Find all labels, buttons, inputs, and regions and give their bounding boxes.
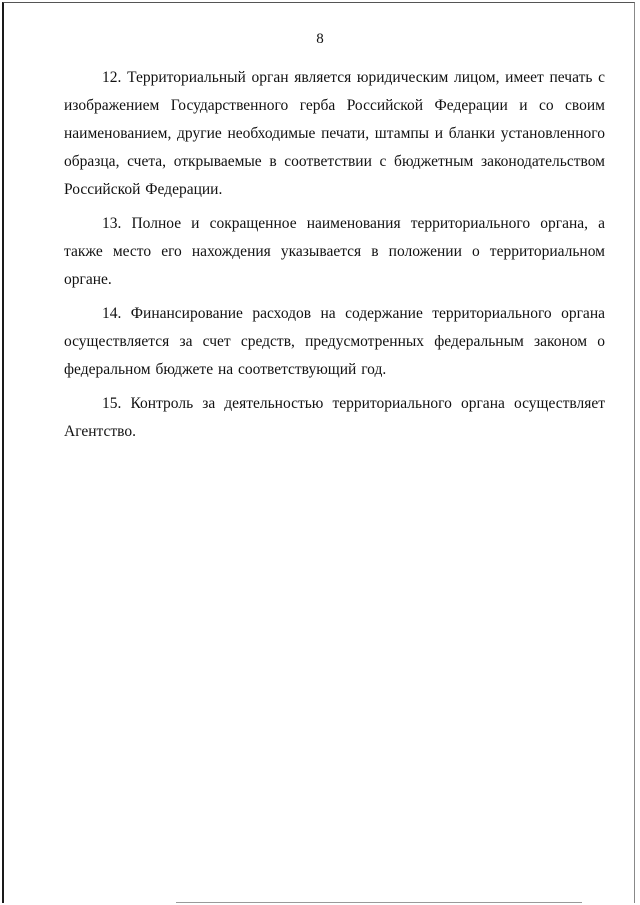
paragraph-13: 13. Полное и сокращенное наименования территориального органа, а также место его нахождения указывается в положении о территориальном органе. <box>64 215 605 288</box>
scan-edge-line <box>176 902 582 903</box>
paragraph-12: 12. Территориальный орган является юридическим лицом, имеет печать с изображением Государственного герба Российской Федерации и со своим наименованием, другие необходимые печати, штампы и бланки установленного образца, счета, открываемые в соответствии с бюджетным законодательством Российской Федерации. <box>64 69 605 198</box>
document-body <box>64 64 605 452</box>
paragraph-14: 14. Финансирование расходов на содержание территориального органа осуществляется за счет средств, предусмотренных федеральным законом о федеральном бюджете на соответствующий год. <box>64 305 605 378</box>
paragraph-15: 15. Контроль за деятельностью территориального органа осуществляет Агентство. <box>64 395 605 440</box>
page-number: 8 <box>316 31 324 47</box>
